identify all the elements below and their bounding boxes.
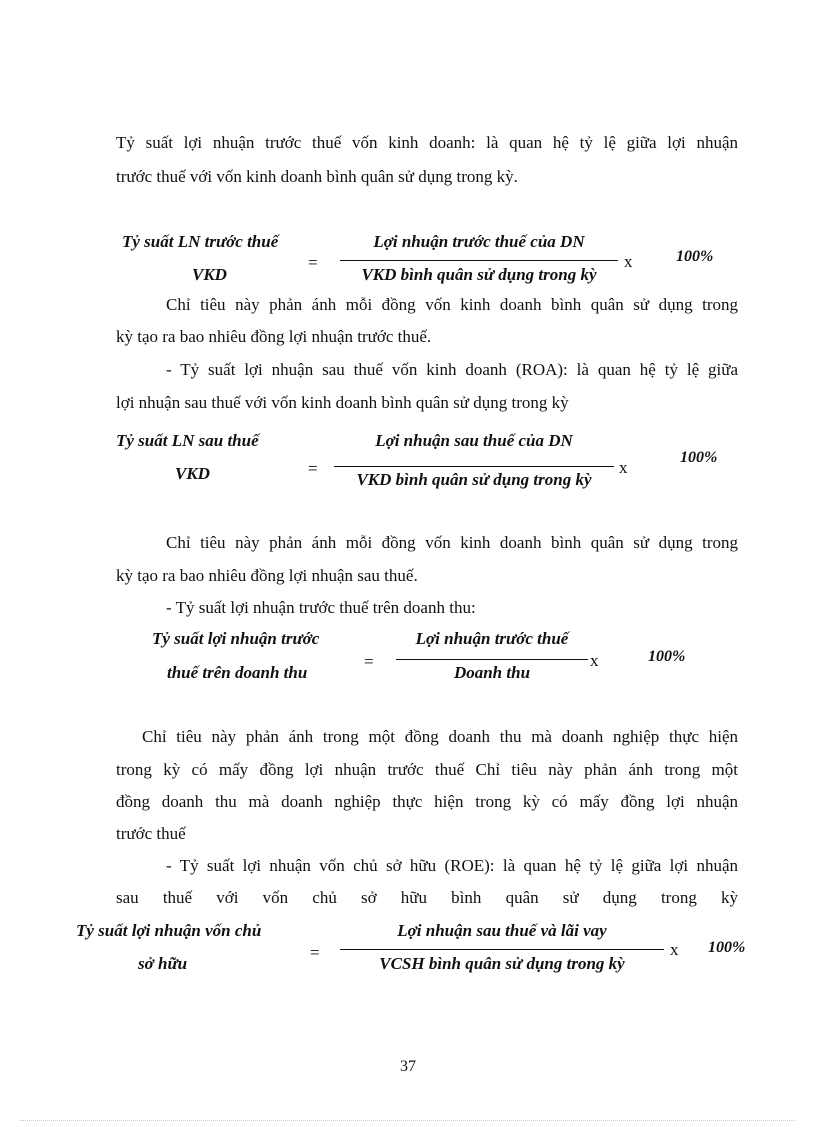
f2-lhs-bottom: VKD [175, 464, 210, 483]
f2-percent: 100% [680, 449, 718, 466]
f1-numerator: Lợi nhuận trước thuế của DN [373, 232, 585, 251]
f4-denominator: VCSH bình quân sử dụng trong kỳ [379, 954, 625, 973]
f2-times: x [619, 458, 628, 477]
f3-equals: = [364, 652, 374, 671]
f4-lhs-top: Tỷ suất lợi nhuận vốn chủ [76, 921, 262, 940]
f4-lhs-bottom: sở hữu [138, 954, 188, 973]
f3-denominator: Doanh thu [453, 663, 531, 682]
f2-denominator: VKD bình quân sử dụng trong kỳ [356, 470, 592, 489]
p7-line1: - Tỷ suất lợi nhuận vốn chủ sở hữu (ROE): là quan hệ tỷ lệ giữa lợi nhuận [166, 856, 738, 875]
p7-line2: sau thuế với vốn chủ sở hữu bình quân sử dụng trong kỳ [116, 888, 738, 907]
f3-percent: 100% [648, 648, 686, 665]
p2-line1: Chỉ tiêu này phản ánh mỗi đồng vốn kinh doanh bình quân sử dụng trong [166, 295, 738, 314]
p1-line1: Tỷ suất lợi nhuận trước thuế vốn kinh doanh: là quan hệ tỷ lệ giữa lợi nhuận [116, 133, 738, 152]
p1-line2: trước thuế với vốn kinh doanh bình quân sử dụng trong kỳ. [116, 167, 518, 186]
f3-numerator: Lợi nhuận trước thuế [415, 629, 569, 648]
f1-times: x [624, 252, 633, 271]
f1-equals: = [308, 253, 318, 272]
p6-line3: đồng doanh thu mà doanh nghiệp thực hiện trong kỳ có mấy đồng lợi nhuận [116, 792, 738, 811]
f3-fraction-bar [396, 659, 588, 660]
f3-lhs-bottom: thuế trên doanh thu [167, 663, 308, 682]
f1-fraction-bar [340, 260, 618, 261]
f4-numerator: Lợi nhuận sau thuế và lãi vay [397, 921, 607, 940]
f4-percent: 100% [708, 939, 746, 956]
p3-line2: lợi nhuận sau thuế với vốn kinh doanh bình quân sử dụng trong kỳ [116, 393, 569, 412]
f2-numerator: Lợi nhuận sau thuế của DN [375, 431, 573, 450]
f1-denominator: VKD bình quân sử dụng trong kỳ [361, 265, 597, 284]
p6-line4: trước thuế [116, 824, 186, 843]
p4-line1: Chỉ tiêu này phản ánh mỗi đồng vốn kinh doanh bình quân sử dụng trong [166, 533, 738, 552]
p5-line1: - Tỷ suất lợi nhuận trước thuế trên doanh thu: [166, 598, 476, 617]
p3-line1: - Tỷ suất lợi nhuận sau thuế vốn kinh doanh (ROA): là quan hệ tỷ lệ giữa [166, 360, 738, 379]
f2-fraction-bar [334, 466, 614, 467]
f1-percent: 100% [676, 248, 714, 265]
f4-times: x [670, 940, 679, 959]
f3-lhs-top: Tỷ suất lợi nhuận trước [152, 629, 320, 648]
page-bottom-divider [20, 1120, 796, 1121]
f4-fraction-bar [340, 949, 664, 950]
p4-line2: kỳ tạo ra bao nhiêu đồng lợi nhuận sau thuế. [116, 566, 418, 585]
f1-lhs-top: Tỷ suất LN trước thuế [122, 232, 279, 251]
f4-equals: = [310, 943, 320, 962]
f1-lhs-bottom: VKD [192, 265, 227, 284]
f2-equals: = [308, 459, 318, 478]
f3-times: x [590, 651, 599, 670]
f2-lhs-top: Tỷ suất LN sau thuế [116, 431, 259, 450]
p2-line2: kỳ tạo ra bao nhiêu đồng lợi nhuận trước thuế. [116, 327, 432, 346]
p6-line1: Chỉ tiêu này phản ánh trong một đồng doanh thu mà doanh nghiệp thực hiện [142, 727, 738, 746]
page-number: 37 [400, 1058, 416, 1075]
p6-line2: trong kỳ có mấy đồng lợi nhuận trước thuế Chỉ tiêu này phản ánh trong một [116, 760, 738, 779]
